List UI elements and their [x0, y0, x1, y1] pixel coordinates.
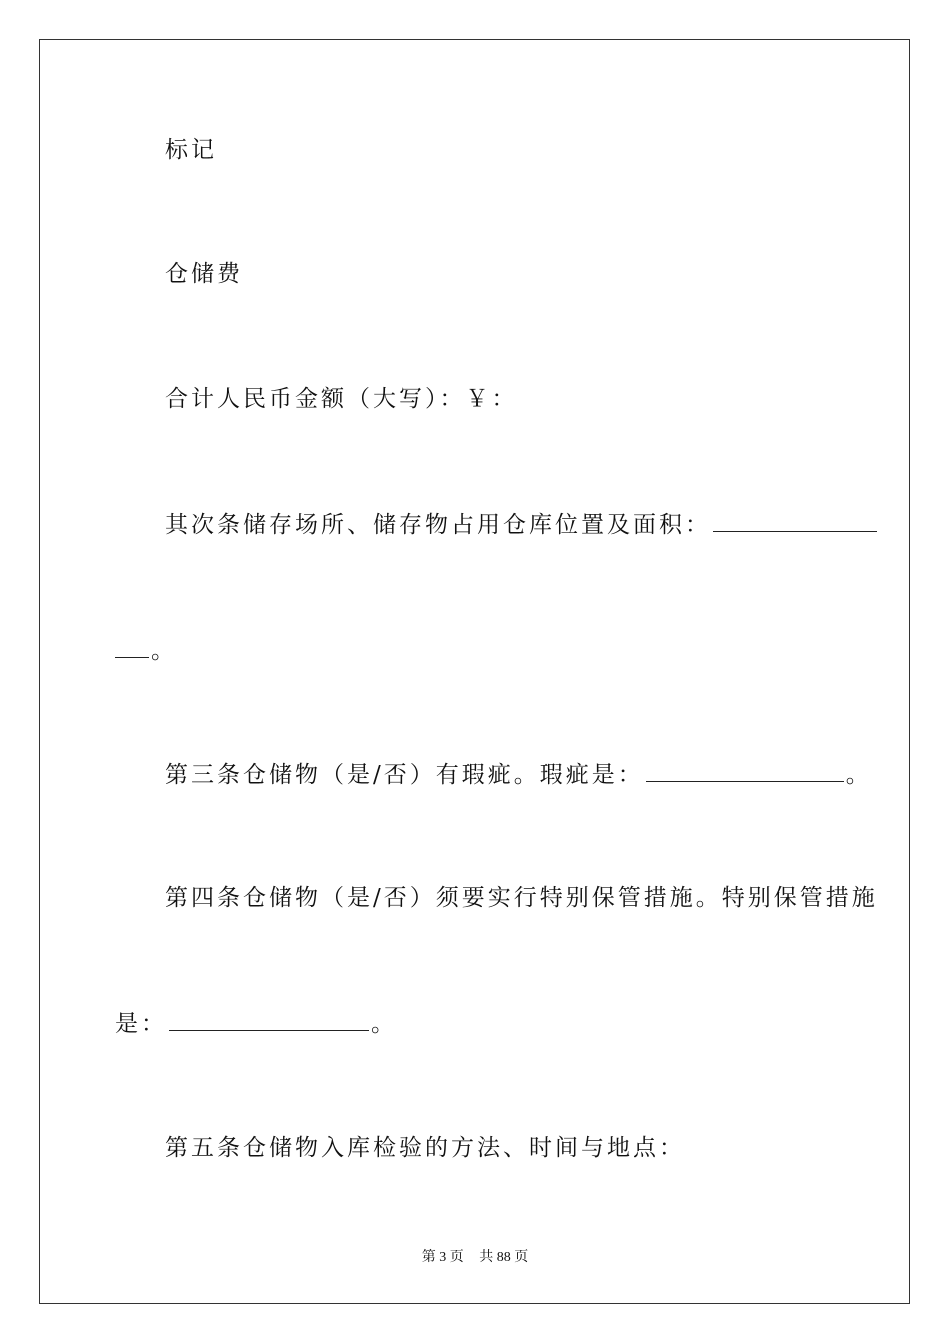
- clause-text: 。: [845, 762, 872, 788]
- text-line: 合计人民币金额（大写）：￥：: [165, 386, 518, 412]
- clause-text: 。: [151, 638, 177, 664]
- blank-field: [169, 1012, 369, 1031]
- blank-field: [646, 763, 844, 782]
- text-line: [165, 510, 879, 540]
- text-line: [115, 636, 177, 666]
- page-number: 第 3 页: [421, 1250, 464, 1265]
- clause-text: 是：: [115, 1011, 167, 1037]
- clause-text: 其次条储存场所、储存物占用仓库位置及面积：: [165, 512, 711, 538]
- text-line: [165, 760, 872, 790]
- text-line: 第五条仓储物入库检验的方法、时间与地点：: [165, 1135, 685, 1161]
- text-line: 仓储费: [165, 261, 243, 287]
- page-footer: [0, 1246, 950, 1266]
- text-line: 标记: [165, 137, 217, 163]
- blank-field: [115, 639, 149, 658]
- text-line: [115, 1009, 397, 1039]
- text-line: 第四条仓储物（是/否）须要实行特别保管措施。特别保管措施: [165, 885, 878, 911]
- page-total: 共 88 页: [479, 1250, 529, 1265]
- clause-text: 第三条仓储物（是/否）有瑕疵。瑕疵是：: [165, 762, 644, 788]
- page-border: [39, 39, 910, 1304]
- blank-field: [713, 513, 877, 532]
- clause-text: 。: [371, 1011, 397, 1037]
